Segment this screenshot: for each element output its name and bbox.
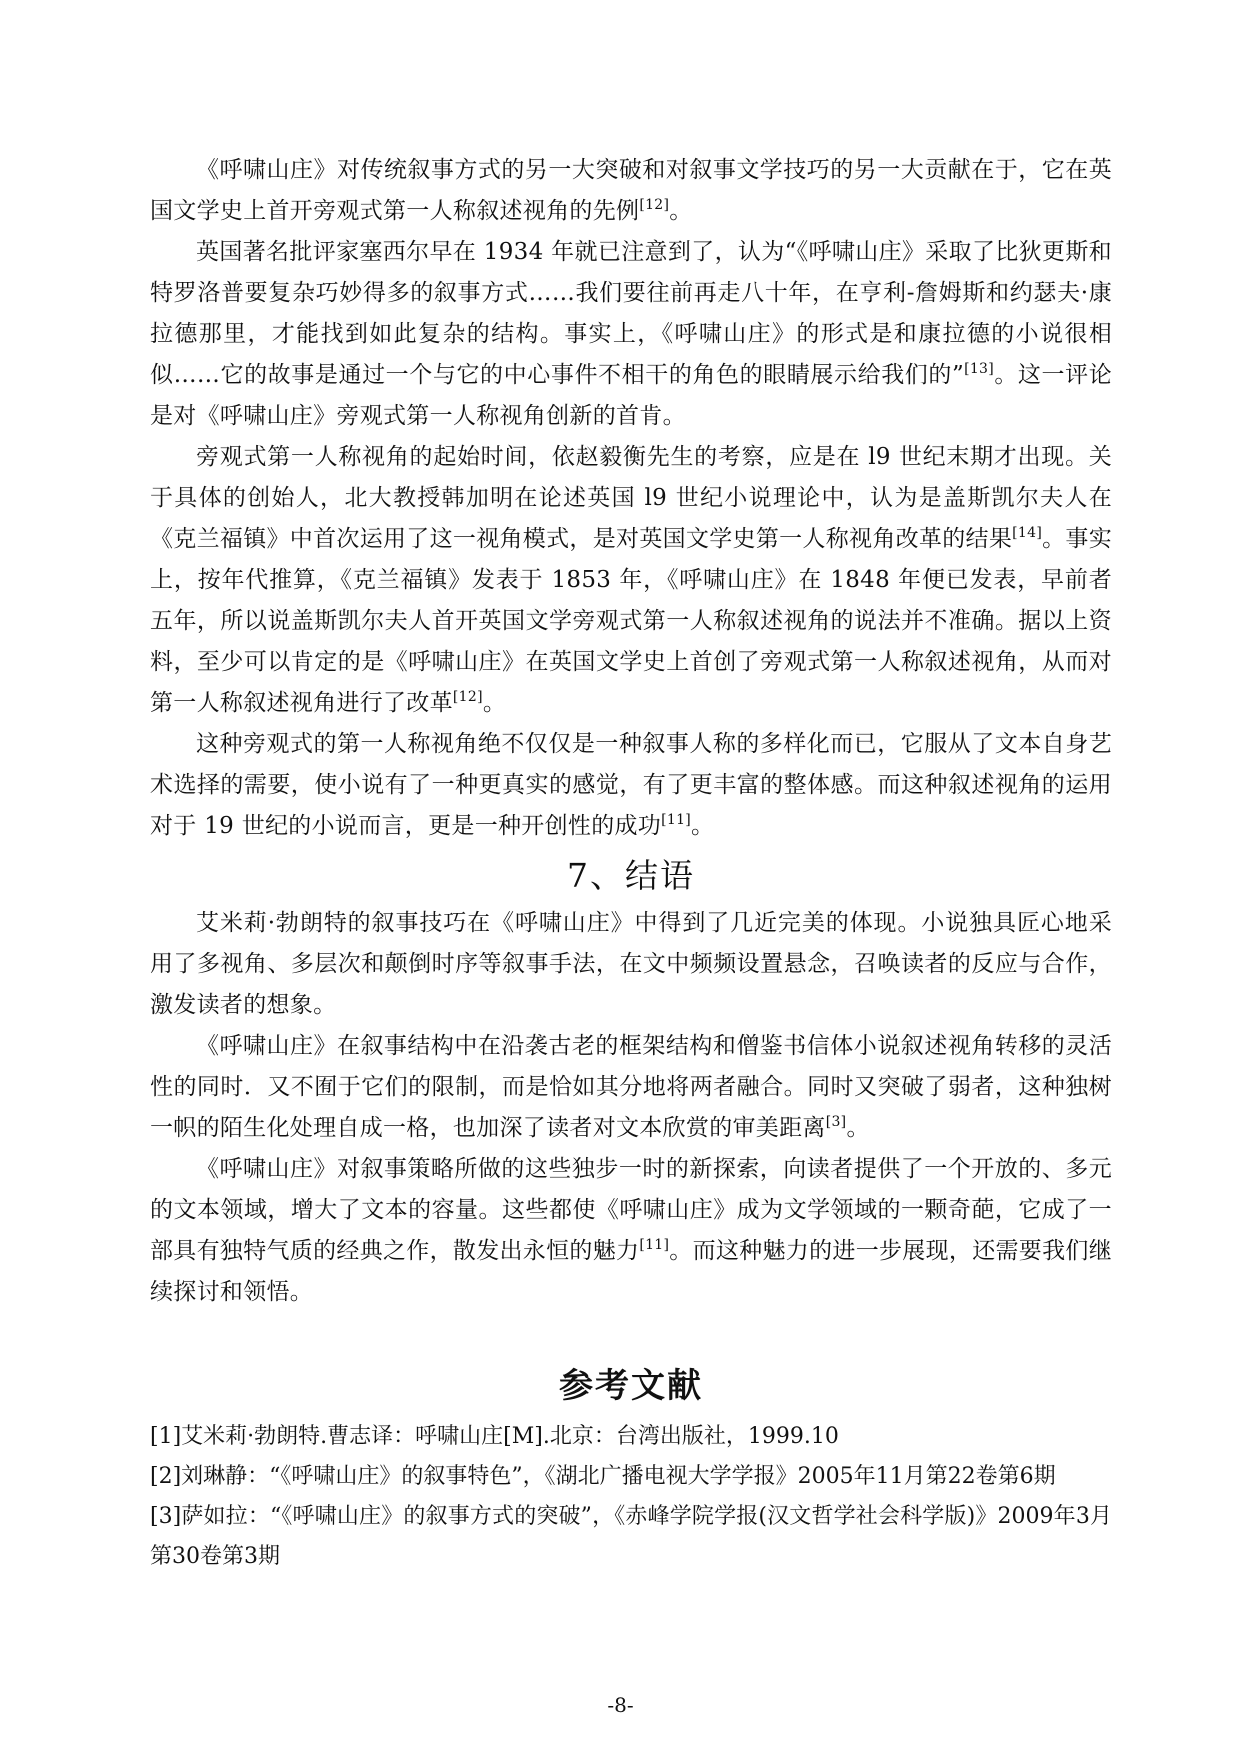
paragraph-text: 。	[691, 813, 715, 839]
paragraph-text: 《呼啸山庄》在叙事结构中在沿袭古老的框架结构和僧鉴书信体小说叙述视角转移的灵活性的同时．又不囿于它们的限制，而是恰如其分地将两者融合。同时又突破了弱者，这种独树一帜的陌生化处理自成一格，也加深了读者对文本欣赏的审美距离	[150, 1033, 1112, 1141]
references-heading: 参考文献	[559, 1366, 703, 1406]
citation-marker: [11]	[639, 1237, 670, 1253]
paragraph-text: 《呼啸山庄》对传统叙事方式的另一大突破和对叙事文学技巧的另一大贡献在于，它在英国文学史上首开旁观式第一人称叙述视角的先例	[150, 157, 1112, 224]
paragraph-text: 。事实上，按年代推算，《克兰福镇》发表于 1853 年，《呼啸山庄》在 1848 年便已发表，早前者五年，所以说盖斯凯尔夫人首开英国文学旁观式第一人称叙述视角的说法并不准确。据以上资料，至少可以肯定的是《呼啸山庄》在英国文学史上首创了旁观式第一人称叙述视角，从而对第一人称叙述视角进行了改革	[150, 526, 1112, 716]
paragraph-text: 。	[846, 1115, 870, 1141]
citation-marker: [12]	[452, 689, 483, 705]
references-list	[150, 1417, 1112, 1577]
body-text-before	[150, 150, 1112, 847]
document-page	[150, 150, 1112, 1577]
paragraph	[150, 1026, 1112, 1149]
paragraph-text: 。这一评论是对《呼啸山庄》旁观式第一人称视角创新的首肯。	[150, 362, 1112, 429]
paragraph-text: 这种旁观式的第一人称视角绝不仅仅是一种叙事人称的多样化而已，它服从了文本自身艺术选择的需要，使小说有了一种更真实的感觉，有了更丰富的整体感。而这种叙述视角的运用对于 19 世纪的小说而言，更是一种开创性的成功	[150, 731, 1112, 839]
paragraph-text: 《呼啸山庄》对叙事策略所做的这些独步一时的新探索，向读者提供了一个开放的、多元的文本领域，增大了文本的容量。这些都使《呼啸山庄》成为文学领域的一颗奇葩，它成了一部具有独特气质的经典之作，散发出永恒的魅力	[150, 1156, 1112, 1264]
paragraph	[150, 437, 1112, 724]
paragraph-text: 。而这种魅力的进一步展现，还需要我们继续探讨和领悟。	[150, 1238, 1112, 1305]
citation-marker: [13]	[964, 361, 995, 377]
paragraph	[150, 724, 1112, 847]
page-number: -8-	[607, 1693, 634, 1717]
reference-item: [1]艾米莉·勃朗特.曹志译：呼啸山庄[M].北京：台湾出版社，1999.10	[150, 1424, 839, 1449]
paragraph-text: 。	[669, 198, 693, 224]
paragraph-text: 。	[482, 690, 507, 716]
paragraph-text: 旁观式第一人称视角的起始时间，依赵毅衡先生的考察，应是在 l9 世纪末期才出现。关于具体的创始人，北大教授韩加明在论述英国 l9 世纪小说理论中，认为是盖斯凯尔夫人在《克兰福镇》中首次运用了这一视角模式，是对英国文学史第一人称视角改革的结果	[150, 444, 1112, 552]
paragraph-text: 艾米莉·勃朗特的叙事技巧在《呼啸山庄》中得到了几近完美的体现。小说独具匠心地采用了多视角、多层次和颠倒时序等叙事手法，在文中频频设置悬念，召唤读者的反应与合作，激发读者的想象。	[150, 910, 1112, 1018]
citation-marker: [11]	[661, 812, 692, 828]
section-heading: 7、结语	[567, 856, 695, 895]
reference-item: [3]萨如拉：“《呼啸山庄》的叙事方式的突破”，《赤峰学院学报(汉文哲学社会科学版)》2009年3月第30卷第3期	[150, 1504, 1112, 1569]
paragraph	[150, 1149, 1112, 1313]
paragraph-text: 英国著名批评家塞西尔早在 1934 年就已注意到了，认为“《呼啸山庄》采取了比狄更斯和特罗洛普要复杂巧妙得多的叙事方式……我们要往前再走八十年，在亨利-詹姆斯和约瑟夫·康拉德那里，才能找到如此复杂的结构。事实上，《呼啸山庄》的形式是和康拉德的小说很相似……它的故事是通过一个与它的中心事件不相干的角色的眼睛展示给我们的”	[150, 239, 1112, 388]
citation-marker: [3]	[825, 1114, 847, 1130]
paragraph	[150, 232, 1112, 437]
citation-marker: [14]	[1012, 525, 1043, 541]
paragraph	[150, 903, 1112, 1026]
citation-marker: [12]	[639, 197, 670, 213]
body-text-after	[150, 903, 1112, 1313]
reference-item: [2]刘琳静：“《呼啸山庄》的叙事特色”，《湖北广播电视大学学报》2005年11月第22卷第6期	[150, 1464, 1056, 1489]
paragraph	[150, 150, 1112, 232]
